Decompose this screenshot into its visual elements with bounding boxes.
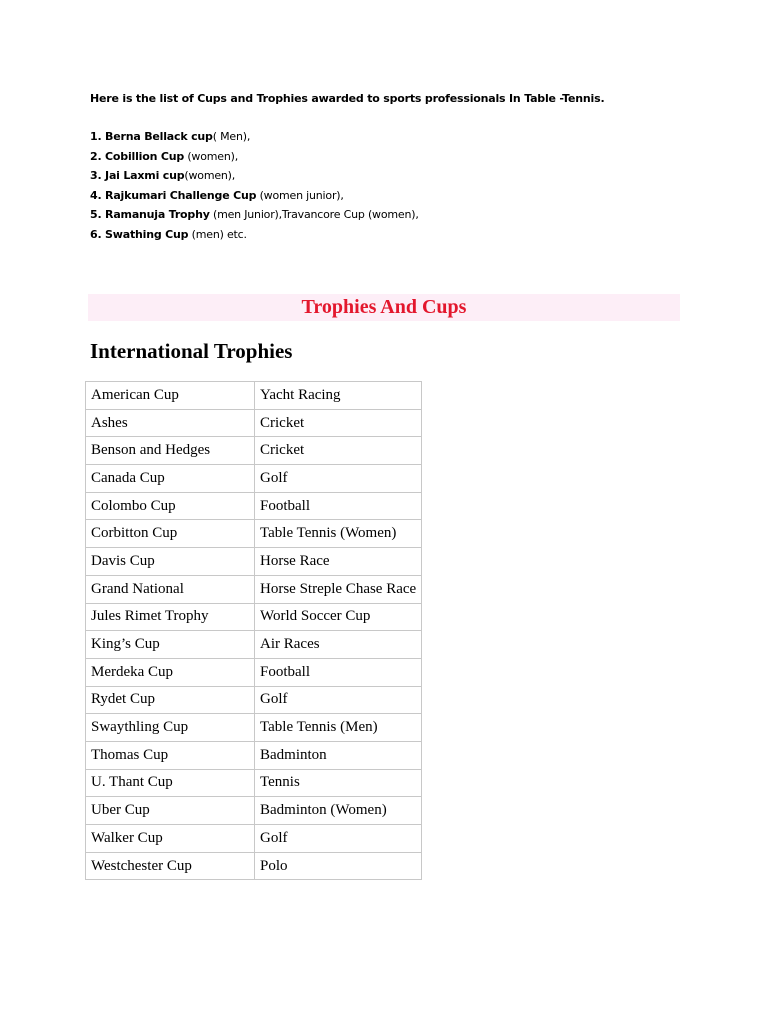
sport-cell: Tennis [255,769,422,797]
sport-cell: Horse Streple Chase Race [255,575,422,603]
sport-cell: Golf [255,825,422,853]
sport-cell: Golf [255,465,422,493]
table-row [86,741,422,769]
trophy-name-cell: Rydet Cup [86,686,255,714]
list-item: 5. Ramanuja Trophy (men Junior),Travancore Cup (women), [90,208,419,221]
trophy-name-cell: Ashes [86,409,255,437]
sport-cell: Football [255,492,422,520]
sport-cell: World Soccer Cup [255,603,422,631]
table-row [86,714,422,742]
table-tennis-cups-list [90,129,419,246]
table-row [86,409,422,437]
table-row [86,769,422,797]
trophy-name-cell: Benson and Hedges [86,437,255,465]
trophy-name-cell: Westchester Cup [86,852,255,880]
table-row [86,382,422,410]
trophy-name-cell: U. Thant Cup [86,769,255,797]
list-item: 1. Berna Bellack cup( Men), [90,130,251,143]
table-row [86,852,422,880]
table-row [86,631,422,659]
section-heading: International Trophies [90,339,293,363]
table-row [86,548,422,576]
table-row [86,437,422,465]
table-row [86,575,422,603]
section-banner: Trophies And Cups [88,294,680,321]
list-item: 2. Cobillion Cup (women), [90,149,239,163]
sport-cell: Table Tennis (Men) [255,714,422,742]
trophy-name-cell: Davis Cup [86,548,255,576]
trophy-name-cell: Corbitton Cup [86,520,255,548]
trophy-name-cell: Grand National [86,575,255,603]
sport-cell: Horse Race [255,548,422,576]
table-row [86,825,422,853]
list-item: 4. Rajkumari Challenge Cup (women junior), [90,188,344,202]
sport-cell: Air Races [255,631,422,659]
table-row [86,686,422,714]
trophies-table [85,381,422,880]
table-row [86,658,422,686]
sport-cell: Yacht Racing [255,382,422,410]
sport-cell: Golf [255,686,422,714]
table-row [86,797,422,825]
table-row [86,492,422,520]
trophy-name-cell: Thomas Cup [86,741,255,769]
table-row [86,520,422,548]
trophy-name-cell: American Cup [86,382,255,410]
sport-cell: Badminton [255,741,422,769]
sport-cell: Cricket [255,437,422,465]
sport-cell: Table Tennis (Women) [255,520,422,548]
sport-cell: Cricket [255,409,422,437]
trophy-name-cell: Swaythling Cup [86,714,255,742]
sport-cell: Badminton (Women) [255,797,422,825]
trophy-name-cell: King’s Cup [86,631,255,659]
trophy-name-cell: Walker Cup [86,825,255,853]
trophy-name-cell: Colombo Cup [86,492,255,520]
list-item: 6. Swathing Cup (men) etc. [90,227,247,241]
trophies-table-body [86,382,422,880]
trophy-name-cell: Jules Rimet Trophy [86,603,255,631]
trophy-name-cell: Uber Cup [86,797,255,825]
intro-text: Here is the list of Cups and Trophies awarded to sports professionals In Table -Tennis. [90,92,605,105]
trophy-name-cell: Canada Cup [86,465,255,493]
table-row [86,465,422,493]
list-item: 3. Jai Laxmi cup(women), [90,169,236,182]
table-row [86,603,422,631]
sport-cell: Polo [255,852,422,880]
trophy-name-cell: Merdeka Cup [86,658,255,686]
sport-cell: Football [255,658,422,686]
